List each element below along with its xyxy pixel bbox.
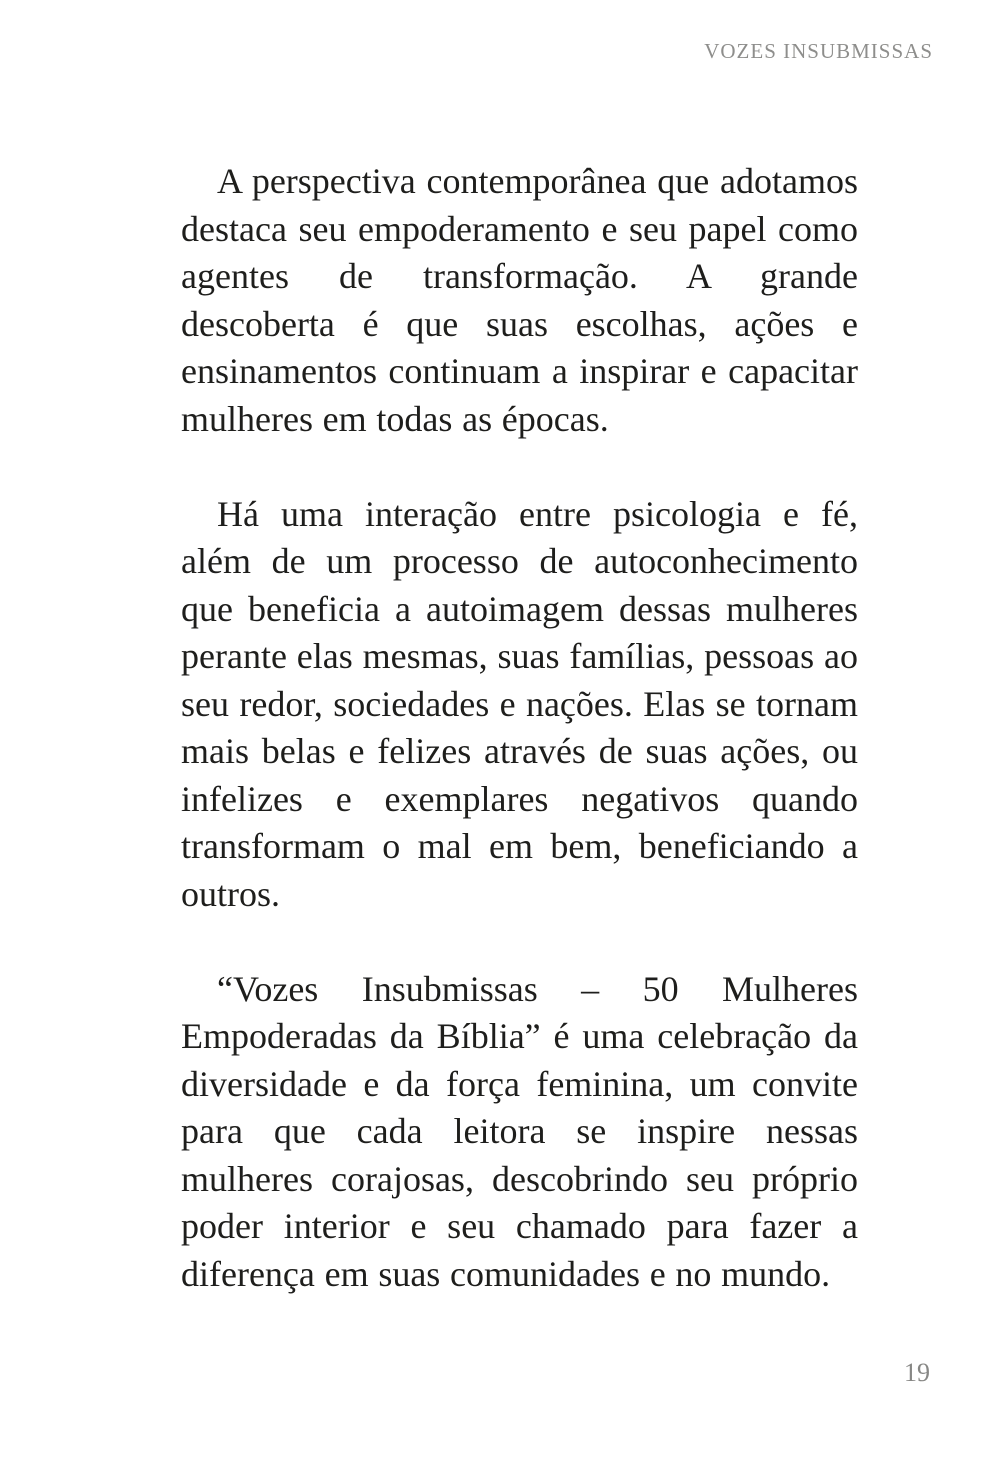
paragraph-3: “Vozes Insubmissas – 50 Mulheres Empoderadas da Bíblia” é uma celebração da diversidade e da força feminina, um convite para que cada leitora se inspire nessas mulheres corajosas, descobrindo seu próprio poder interior e seu chamado para fazer a diferença em suas comunidades e no mundo.: [181, 968, 858, 1294]
paragraph-2: Há uma interação entre psicologia e fé, além de um processo de autoconhecimento que beneficia a autoimagem dessas mulheres perante elas mesmas, suas famílias, pessoas ao seu redor, sociedades e nações. Elas se tornam mais belas e felizes através de suas ações, ou infelizes e exemplares negativos quando transformam o mal em bem, beneficiando a outros.: [181, 493, 858, 914]
paragraph-1: A perspectiva contemporânea que adotamos destaca seu empoderamento e seu papel como agentes de transformação. A grande descoberta é que suas escolhas, ações e ensinamentos continuam a inspirar e capacitar mulheres em todas as épocas.: [181, 161, 858, 439]
running-header: VOZES INSUBMISSAS: [704, 39, 933, 63]
page-content: [181, 158, 858, 1298]
page-number: 19: [904, 1358, 930, 1387]
